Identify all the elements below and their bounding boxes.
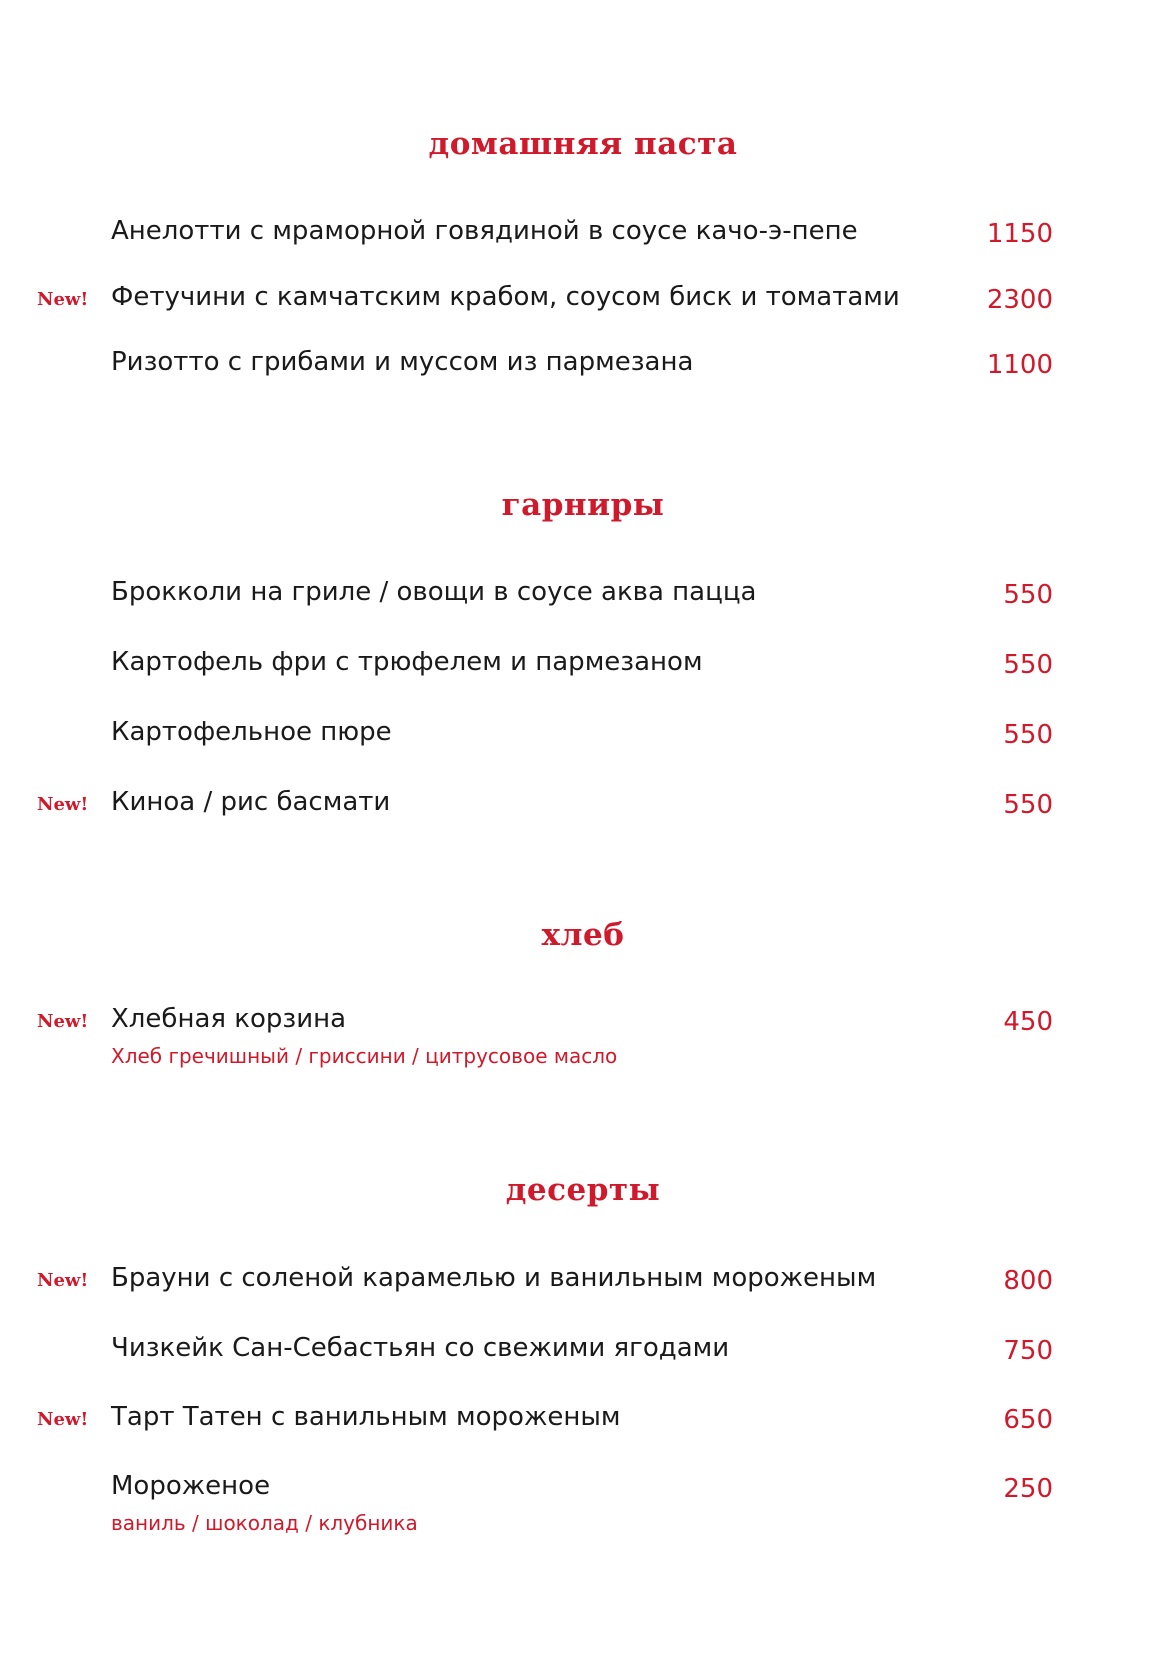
- item-name: Ризотто с грибами и муссом из пармезана: [111, 347, 694, 377]
- menu-item: [0, 1328, 1166, 1368]
- item-price: 650: [1003, 1405, 1053, 1435]
- item-name: Тарт Татен с ванильным мороженым: [111, 1402, 621, 1432]
- item-name: Анелотти с мраморной говядиной в соусе качо-э-пепе: [111, 216, 858, 246]
- item-price: 250: [1003, 1474, 1053, 1504]
- menu-item: [0, 712, 1166, 752]
- menu-item: [0, 782, 1166, 822]
- item-name: Киноа / рис басмати: [111, 787, 391, 817]
- item-price: 450: [1003, 1007, 1053, 1037]
- item-name: Мороженое: [111, 1471, 271, 1501]
- menu-item: [0, 572, 1166, 612]
- section-title: домашняя паста: [428, 126, 738, 162]
- item-name: Картофель фри с трюфелем и пармезаном: [111, 647, 703, 677]
- item-description: Хлеб гречишный / гриссини / цитрусовое масло: [111, 1044, 618, 1068]
- item-price: 550: [1003, 720, 1053, 750]
- item-price: 550: [1003, 580, 1053, 610]
- item-price: 800: [1003, 1266, 1053, 1296]
- menu-item: [0, 642, 1166, 682]
- menu-item: [0, 1258, 1166, 1298]
- new-badge: New!: [37, 794, 89, 815]
- item-price: 2300: [986, 285, 1053, 315]
- item-name: Хлебная корзина: [111, 1004, 347, 1034]
- item-price: 550: [1003, 790, 1053, 820]
- menu-item: [0, 211, 1166, 251]
- new-badge: New!: [37, 1011, 89, 1032]
- item-name: Чизкейк Сан-Себастьян со свежими ягодами: [111, 1333, 730, 1363]
- new-badge: New!: [37, 1270, 89, 1291]
- item-name: Брауни с соленой карамелью и ванильным мороженым: [111, 1263, 877, 1293]
- item-name: Фетучини с камчатским крабом, соусом биск и томатами: [111, 282, 900, 312]
- new-badge: New!: [37, 1409, 89, 1430]
- item-name: Брокколи на гриле / овощи в соусе аква пацца: [111, 577, 757, 607]
- menu-item: [0, 277, 1166, 317]
- item-price: 750: [1003, 1336, 1053, 1366]
- item-price: 1100: [986, 350, 1053, 380]
- menu-item: [0, 342, 1166, 382]
- item-price: 1150: [986, 219, 1053, 249]
- item-price: 550: [1003, 650, 1053, 680]
- section-title: хлеб: [541, 917, 625, 953]
- section-title: десерты: [505, 1172, 661, 1208]
- new-badge: New!: [37, 289, 89, 310]
- item-name: Картофельное пюре: [111, 717, 392, 747]
- menu-item: [0, 1397, 1166, 1437]
- menu-item: [0, 1466, 1166, 1535]
- menu-item: [0, 999, 1166, 1068]
- section-title: гарниры: [501, 487, 665, 523]
- item-description: ваниль / шоколад / клубника: [111, 1511, 418, 1535]
